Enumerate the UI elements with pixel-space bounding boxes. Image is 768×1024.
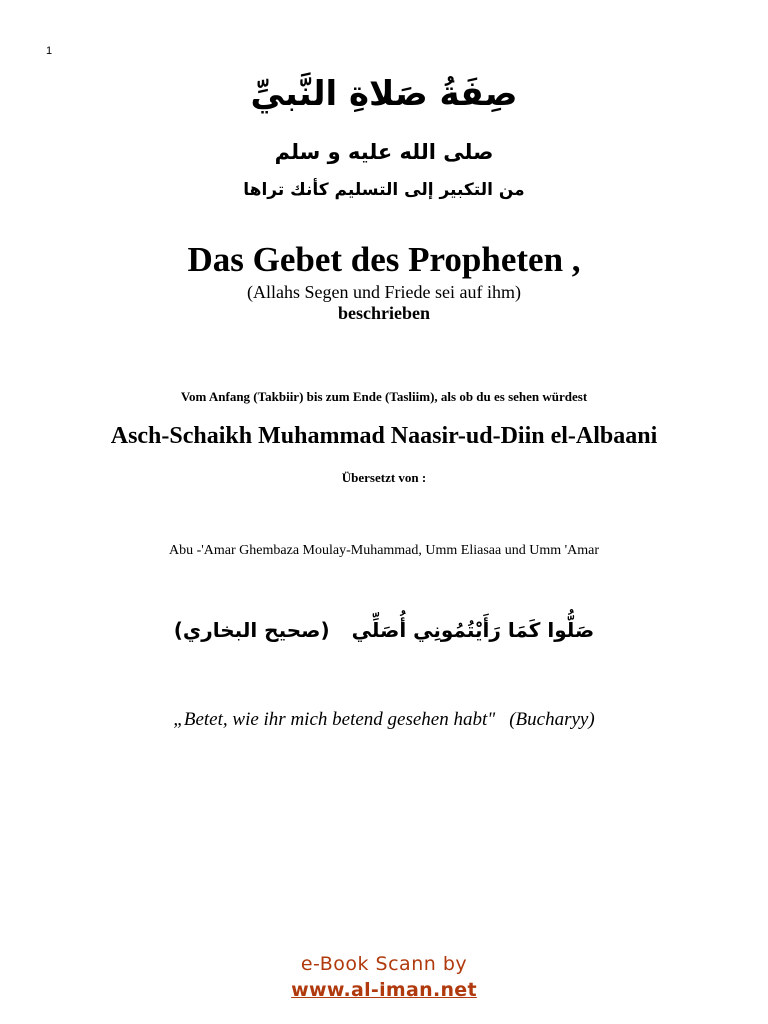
german-described: beschrieben bbox=[338, 303, 430, 323]
german-range: Vom Anfang (Takbiir) bis zum Ende (Tasliim), als ob du es sehen würdest bbox=[180, 389, 588, 404]
arabic-title: صِفَةُ صَلاةِ النَّبيِّ bbox=[250, 74, 518, 114]
arabic-subtitle: من التكبير إلى التسليم كأنك تراها bbox=[243, 180, 525, 200]
scan-credit-label: e-Book Scann by bbox=[300, 953, 468, 975]
arabic-blessing: صلى الله عليه و سلم bbox=[274, 140, 494, 164]
german-title: Das Gebet des Propheten , bbox=[187, 240, 581, 279]
german-blessing: (Allahs Segen und Friede sei auf ihm) bbox=[247, 282, 521, 302]
german-hadith bbox=[0, 709, 768, 731]
translators-list: Abu -'Amar Ghembaza Moulay-Muhammad, Umm Eliasaa und Umm 'Amar bbox=[169, 543, 599, 558]
author-name: Asch-Schaikh Muhammad Naasir-ud-Diin el-Albaani bbox=[110, 423, 658, 449]
scan-credit-link[interactable]: www.al-iman.net bbox=[291, 979, 477, 1001]
arabic-hadith bbox=[0, 618, 768, 642]
translated-by-label: Übersetzt von : bbox=[341, 470, 427, 485]
page-number: 1 bbox=[46, 45, 53, 57]
arabic-hadith-source: (صحيح البخاري) bbox=[173, 618, 330, 642]
german-hadith-text: „Betet, wie ihr mich betend gesehen habt" bbox=[173, 709, 496, 730]
arabic-hadith-text: صَلُّوا كَمَا رَأَيْتُمُونِي أُصَلِّي bbox=[351, 618, 595, 642]
german-hadith-source: (Bucharyy) bbox=[509, 709, 595, 730]
